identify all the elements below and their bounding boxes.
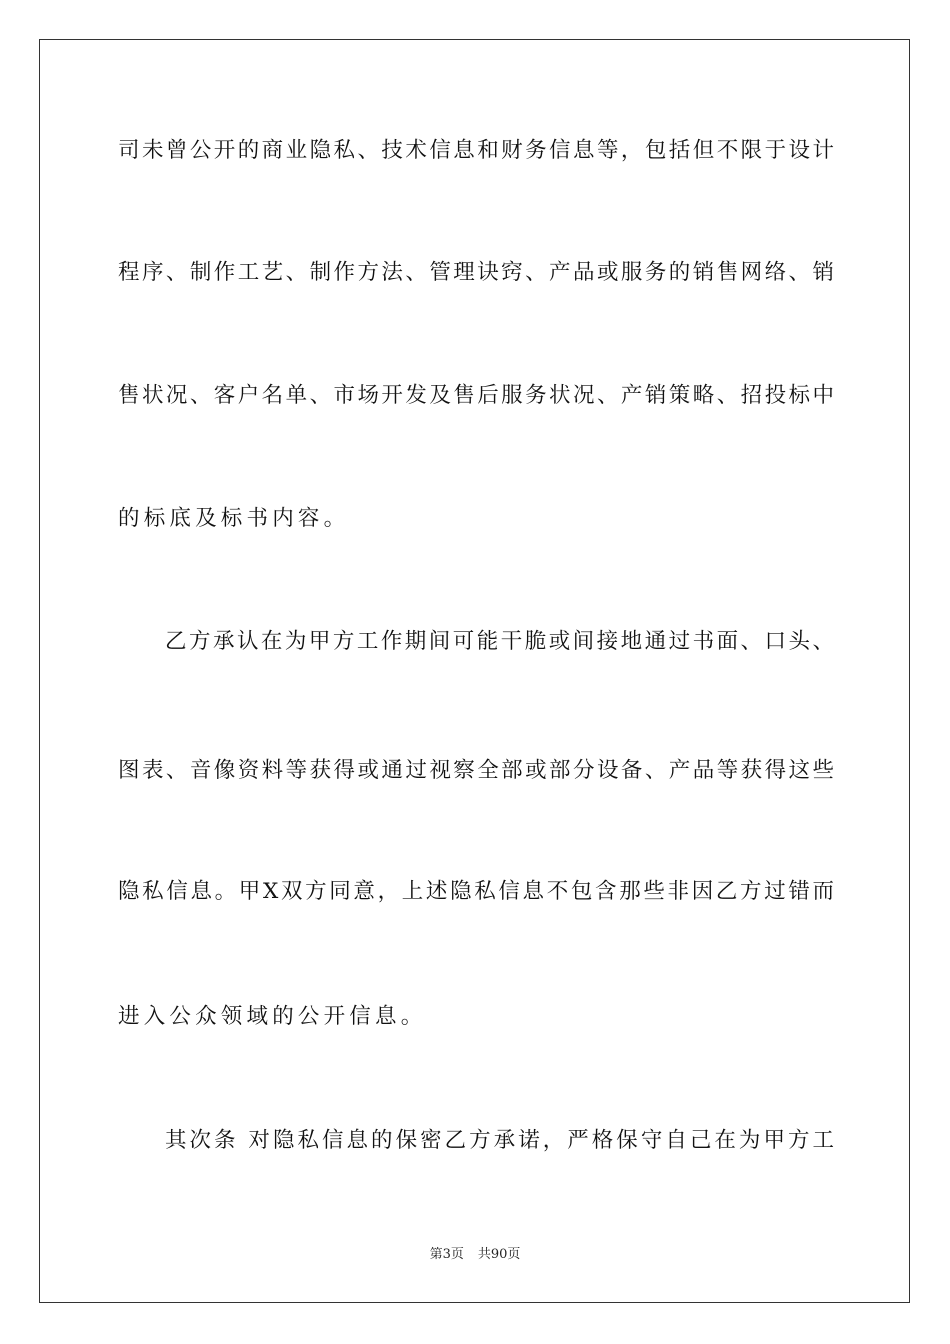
paragraph-line: 司未曾公开的商业隐私、技术信息和财务信息等，包括但不限于设计 bbox=[118, 138, 834, 163]
paragraph-line: 乙方承认在为甲方工作期间可能干脆或间接地通过书面、口头、 bbox=[165, 629, 834, 654]
page-total: 共90页 bbox=[477, 1247, 521, 1262]
paragraph-line: 程序、制作工艺、制作方法、管理诀窍、产品或服务的销售网络、销 bbox=[118, 260, 834, 285]
paragraph-line: 进入公众领域的公开信息。 bbox=[118, 1004, 427, 1029]
paragraph-line: 售状况、客户名单、市场开发及售后服务状况、产销策略、招投标中 bbox=[118, 383, 834, 408]
page-border bbox=[39, 39, 910, 1303]
paragraph-line: 的标底及标书内容。 bbox=[118, 506, 350, 531]
page-number: 第3页 bbox=[429, 1247, 464, 1262]
paragraph-line: 图表、音像资料等获得或通过视察全部或部分设备、产品等获得这些 bbox=[118, 758, 834, 783]
paragraph-line: 其次条 对隐私信息的保密乙方承诺，严格保守自己在为甲方工 bbox=[165, 1128, 834, 1153]
paragraph-line: 隐私信息。甲X双方同意，上述隐私信息不包含那些非因乙方过错而 bbox=[118, 879, 834, 904]
page-footer bbox=[0, 1246, 950, 1264]
